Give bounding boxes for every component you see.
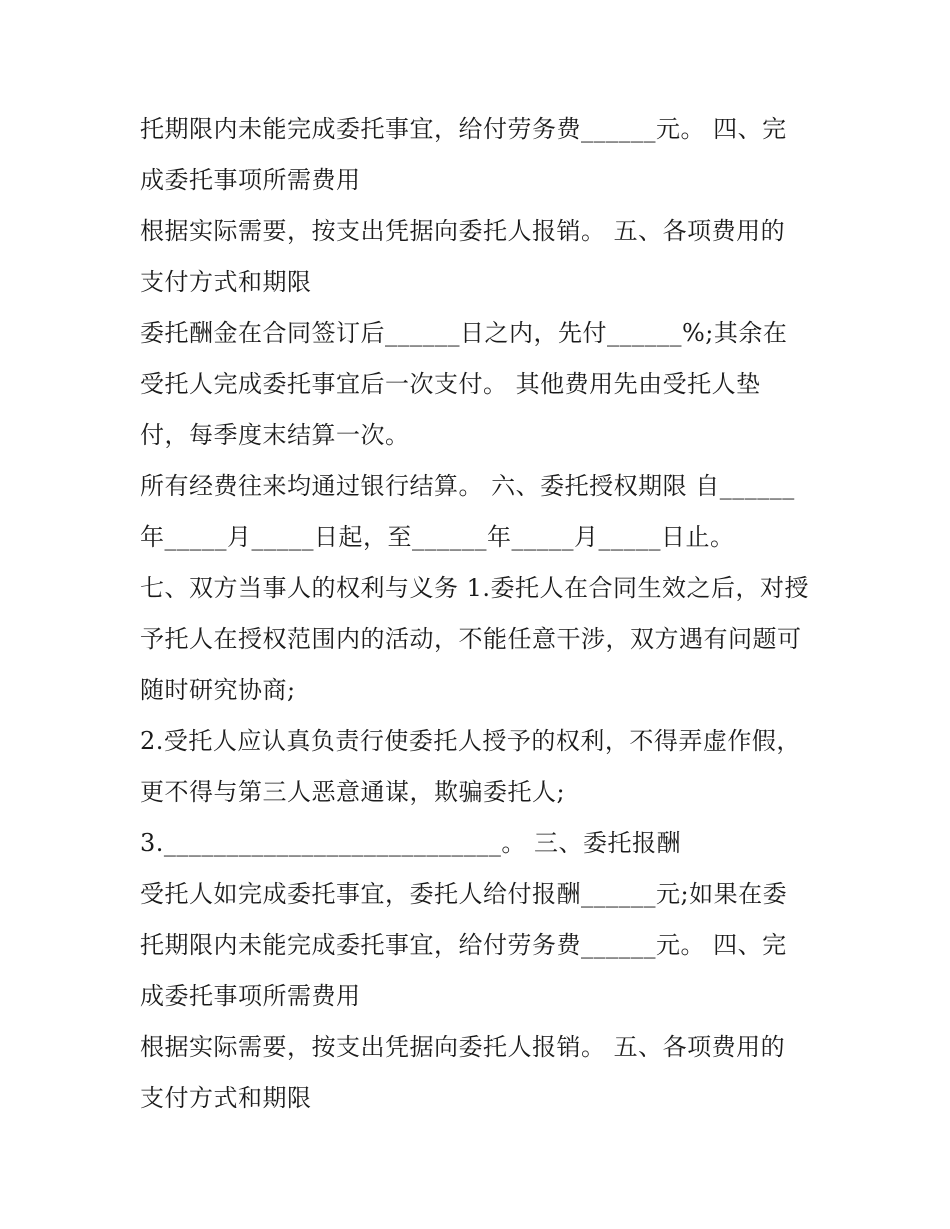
text-line: 予托人在授权范围内的活动，不能任意干涉，双方遇有问题可	[140, 625, 802, 653]
text-line: 委托酬金在合同签订后______日之内，先付______%;其余在	[140, 319, 788, 347]
text-line: 根据实际需要，按支出凭据向委托人报销。 五、各项费用的	[140, 217, 786, 245]
text-line: 随时研究协商;	[140, 676, 296, 704]
text-line: 3.___________________________。 三、委托报酬	[140, 829, 682, 857]
text-line: 托期限内未能完成委托事宜，给付劳务费______元。 四、完	[140, 115, 787, 143]
text-line: 成委托事项所需费用	[140, 166, 361, 194]
text-line: 受托人如完成委托事宜，委托人给付报酬______元;如果在委	[140, 880, 788, 908]
text-line: 所有经费往来均通过银行结算。 六、委托授权期限 自______	[140, 472, 795, 500]
text-line: 托期限内未能完成委托事宜，给付劳务费______元。 四、完	[140, 931, 787, 959]
text-line: 年_____月_____日起，至______年_____月_____日止。	[140, 523, 735, 551]
text-line: 根据实际需要，按支出凭据向委托人报销。 五、各项费用的	[140, 1033, 786, 1061]
text-line: 更不得与第三人恶意通谋，欺骗委托人;	[140, 778, 566, 806]
text-line: 付，每季度末结算一次。	[140, 421, 410, 449]
text-line: 支付方式和期限	[140, 268, 312, 296]
text-line: 受托人完成委托事宜后一次支付。 其他费用先由受托人垫	[140, 370, 761, 398]
text-line: 成委托事项所需费用	[140, 982, 361, 1010]
text-line: 支付方式和期限	[140, 1084, 312, 1112]
text-line: 七、双方当事人的权利与义务 1.委托人在合同生效之后，对授	[140, 574, 810, 602]
document-body	[140, 104, 820, 1124]
text-line: 2.受托人应认真负责行使委托人授予的权利，不得弄虚作假，	[140, 727, 801, 755]
